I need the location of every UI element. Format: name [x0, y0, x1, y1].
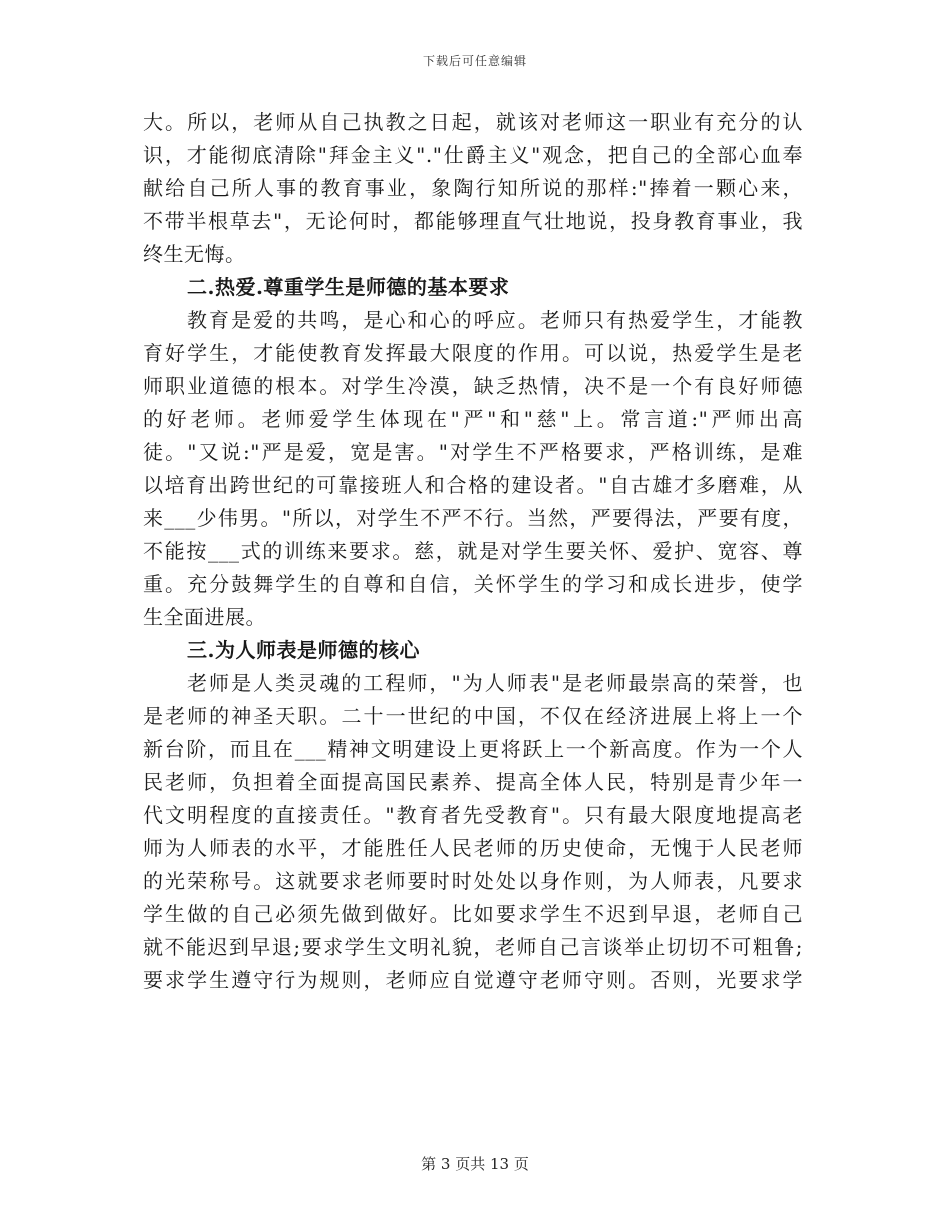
text-line: 重。充分鼓舞学生的自尊和自信，关怀学生的学习和成长进步，使学	[143, 572, 803, 596]
text-line: 献给自己所人事的教育事业，象陶行知所说的那样:"捧着一颗心来，	[143, 176, 803, 200]
text-line: 识，才能彻底清除"拜金主义"."仕爵主义"观念，把自己的全部心血奉	[143, 143, 803, 167]
text-line: 师职业道德的根本。对学生冷漠，缺乏热情，决不是一个有良好师德	[143, 374, 803, 398]
page-header: 下载后可任意编辑	[422, 54, 527, 68]
text-line: 学生做的自己必须先做到做好。比如要求学生不迟到早退，老师自己	[143, 902, 803, 926]
text-line: 的好老师。老师爱学生体现在"严"和"慈"上。常言道:"严师出高	[143, 407, 803, 431]
text-line: 以培育出跨世纪的可靠接班人和合格的建设者。"自古雄才多磨难，从	[143, 473, 803, 497]
text-line: 不带半根草去"，无论何时，都能够理直气壮地说，投身教育事业，我	[143, 209, 803, 233]
text-line: 来___少伟男。"所以，对学生不严不行。当然，严要得法，严要有度，	[143, 506, 803, 530]
text-line: 徒。"又说:"严是爱，宽是害。"对学生不严格要求，严格训练，是难	[143, 440, 803, 464]
page-number: 第 3 页共 13 页	[421, 1155, 529, 1173]
text-line: 代文明程度的直接责任。"教育者先受教育"。只有最大限度地提高老	[143, 803, 803, 827]
document-body	[143, 106, 803, 997]
paragraph-last-line: 终生无悔。	[143, 242, 246, 266]
text-line: 师为人师表的水平，才能胜任人民老师的历史使命，无愧于人民老师	[143, 836, 803, 860]
section-heading: 三.为人师表是师德的核心	[187, 638, 420, 662]
paragraph-last-line: 生全面进展。	[143, 605, 266, 629]
text-line: 大。所以，老师从自己执教之日起，就该对老师这一职业有充分的认	[143, 110, 803, 134]
paragraph-first-line: 老师是人类灵魂的工程师，"为人师表"是老师最崇高的荣誉，也	[187, 671, 803, 695]
text-line: 民老师，负担着全面提高国民素养、提高全体人民，特别是青少年一	[143, 770, 803, 794]
text-line: 新台阶，而且在___精神文明建设上更将跃上一个新高度。作为一个人	[143, 737, 803, 761]
paragraph-first-line: 教育是爱的共鸣，是心和心的呼应。老师只有热爱学生，才能教	[187, 308, 803, 332]
text-line: 育好学生，才能使教育发挥最大限度的作用。可以说，热爱学生是老	[143, 341, 803, 365]
text-line: 的光荣称号。这就要求老师要时时处处以身作则，为人师表，凡要求	[143, 869, 803, 893]
text-line: 不能按___式的训练来要求。慈，就是对学生要关怀、爱护、宽容、尊	[143, 539, 803, 563]
section-heading: 二.热爱.尊重学生是师德的基本要求	[187, 275, 510, 299]
text-line: 是老师的神圣天职。二十一世纪的中国，不仅在经济进展上将上一个	[143, 704, 803, 728]
text-line: 要求学生遵守行为规则，老师应自觉遵守老师守则。否则，光要求学	[143, 968, 803, 992]
text-line: 就不能迟到早退;要求学生文明礼貌，老师自己言谈举止切切不可粗鲁;	[143, 935, 803, 959]
